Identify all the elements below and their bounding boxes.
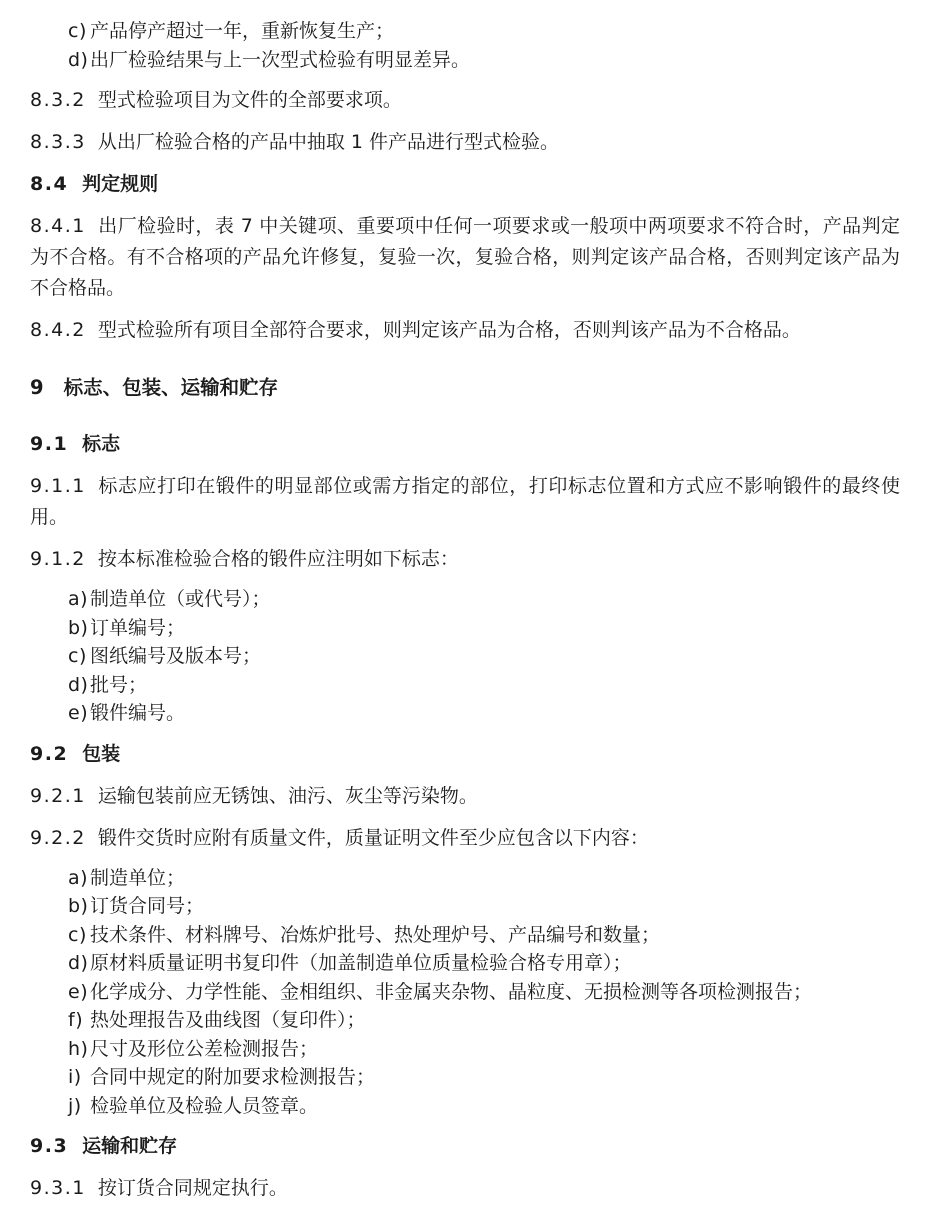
list-item xyxy=(30,671,900,700)
list-item-text: 产品停产超过一年，重新恢复生产； xyxy=(90,20,395,42)
heading-title: 判定规则 xyxy=(82,173,159,195)
list-item xyxy=(30,864,900,893)
clause-9-2-2 xyxy=(30,823,900,854)
list-item-label: i) xyxy=(68,1066,82,1088)
clause-number: 8.4.1 xyxy=(30,215,86,237)
heading-title: 运输和贮存 xyxy=(82,1135,178,1157)
clause-number: 9.1.1 xyxy=(30,475,86,497)
list-item xyxy=(30,892,900,921)
clause-text: 锻件交货时应附有质量文件，质量证明文件至少应包含以下内容： xyxy=(97,826,649,849)
heading-8-4 xyxy=(30,169,900,200)
heading-9-2 xyxy=(30,739,900,770)
clause-text: 运输包装前应无锈蚀、油污、灰尘等污染物。 xyxy=(97,784,478,807)
list-item xyxy=(30,1092,900,1121)
list-item-text: 图纸编号及版本号； xyxy=(90,645,262,667)
list-item-text: 制造单位； xyxy=(90,866,186,889)
list-item-text: 锻件编号。 xyxy=(90,702,186,724)
heading-number: 9.2 xyxy=(30,742,69,765)
heading-number: 9.1 xyxy=(30,433,69,455)
list-item xyxy=(30,1035,900,1064)
clause-8-4-1 xyxy=(30,211,900,304)
list-item xyxy=(30,585,900,614)
clause-text: 型式检验所有项目全部符合要求，则判定该产品为合格，否则判该产品为不合格品。 xyxy=(97,319,801,341)
list-item xyxy=(30,1063,900,1092)
clause-number: 8.4.2 xyxy=(30,319,86,341)
clause-text: 标志应打印在锻件的明显部位或需方指定的部位，打印标志位置和方式应不影响锻件的最终使用。 xyxy=(30,475,900,528)
list-item-text: 订单编号； xyxy=(90,616,186,639)
list-item xyxy=(30,921,900,950)
list-item xyxy=(30,1006,900,1035)
list-item xyxy=(30,978,900,1007)
clause-number: 8.3.3 xyxy=(30,131,86,153)
list-item-label: c) xyxy=(68,20,87,42)
type-test-condition-list xyxy=(30,17,900,74)
clause-number: 9.1.2 xyxy=(30,548,86,570)
list-item-text: 制造单位（或代号）； xyxy=(90,588,271,610)
list-item-label: e) xyxy=(68,980,89,1003)
heading-9-3 xyxy=(30,1131,900,1162)
list-item-label: b) xyxy=(68,616,89,639)
list-item-text: 批号； xyxy=(90,673,148,696)
clause-text: 从出厂检验合格的产品中抽取 1 件产品进行型式检验。 xyxy=(97,131,560,153)
list-item-text: 化学成分、力学性能、金相组织、非金属夹杂物、晶粒度、无损检测等各项检测报告； xyxy=(90,980,813,1003)
list-item xyxy=(30,642,900,671)
quality-document-list xyxy=(30,864,900,1121)
list-item-text: 原材料质量证明书复印件（加盖制造单位质量检验合格专用章）； xyxy=(90,952,632,974)
clause-text: 按本标准检验合格的锻件应注明如下标志： xyxy=(97,548,459,570)
list-item-text: 技术条件、材料牌号、冶炼炉批号、热处理炉号、产品编号和数量； xyxy=(90,923,661,946)
clause-9-2-1 xyxy=(30,781,900,812)
list-item-label: j) xyxy=(68,1094,82,1117)
list-item-label: e) xyxy=(68,702,89,724)
clause-text: 型式检验项目为文件的全部要求项。 xyxy=(97,89,402,111)
clause-number: 8.3.2 xyxy=(30,89,86,111)
heading-number: 9.3 xyxy=(30,1135,69,1157)
clause-8-3-2 xyxy=(30,85,900,116)
heading-title: 标志 xyxy=(82,433,121,455)
list-item-label: h) xyxy=(68,1037,89,1060)
list-item-label: c) xyxy=(68,923,87,946)
list-item-text: 订货合同号； xyxy=(90,895,205,917)
heading-number: 8.4 xyxy=(30,173,69,195)
list-item xyxy=(30,17,900,46)
list-item-label: c) xyxy=(68,645,87,667)
list-item-text: 检验单位及检验人员签章。 xyxy=(90,1094,319,1117)
clause-9-3-1 xyxy=(30,1173,900,1204)
chapter-number: 9 xyxy=(30,376,44,399)
clause-9-1-1 xyxy=(30,471,900,533)
clause-8-3-3 xyxy=(30,127,900,158)
clause-text: 按订货合同规定执行。 xyxy=(97,1177,288,1199)
list-item-text: 出厂检验结果与上一次型式检验有明显差异。 xyxy=(90,48,471,71)
list-item-label: f) xyxy=(68,1009,84,1031)
list-item-label: b) xyxy=(68,895,89,917)
clause-text: 出厂检验时，表 7 中关键项、重要项中任何一项要求或一般项中两项要求不符合时，产品判定为不合格。有不合格项的产品允许修复，复验一次，复验合格，则判定该产品合格，否则判定该产品为不合格品。 xyxy=(30,215,900,299)
heading-title: 包装 xyxy=(82,742,121,765)
list-item-label: d) xyxy=(68,952,89,974)
list-item xyxy=(30,949,900,978)
list-item-text: 尺寸及形位公差检测报告； xyxy=(90,1037,319,1060)
list-item xyxy=(30,614,900,643)
list-item-label: a) xyxy=(68,588,89,610)
clause-8-4-2 xyxy=(30,315,900,346)
clause-9-1-2 xyxy=(30,544,900,575)
chapter-title: 标志、包装、运输和贮存 xyxy=(63,376,279,399)
chapter-9-heading xyxy=(30,372,900,403)
list-item-label: d) xyxy=(68,673,89,696)
list-item xyxy=(30,699,900,728)
list-item xyxy=(30,46,900,75)
clause-number: 9.2.1 xyxy=(30,784,86,807)
clause-number: 9.2.2 xyxy=(30,826,86,849)
list-item-text: 热处理报告及曲线图（复印件）； xyxy=(90,1009,366,1031)
list-item-text: 合同中规定的附加要求检测报告； xyxy=(90,1066,376,1088)
list-item-label: a) xyxy=(68,866,89,889)
list-item-label: d) xyxy=(68,48,89,71)
clause-number: 9.3.1 xyxy=(30,1177,86,1199)
heading-9-1 xyxy=(30,429,900,460)
marking-list xyxy=(30,585,900,728)
